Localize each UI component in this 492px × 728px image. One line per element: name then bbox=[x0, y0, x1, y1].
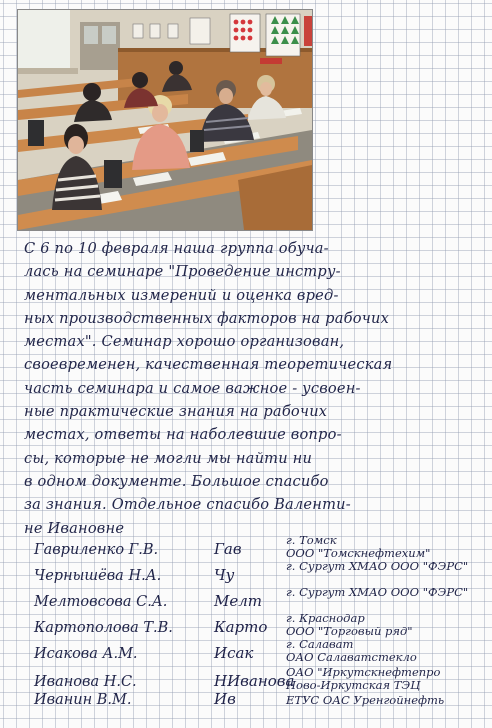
signature: Исак bbox=[214, 644, 254, 662]
signer-organization: г. Краснодар ООО "Торговый ряд" bbox=[286, 611, 413, 638]
feedback-text bbox=[24, 237, 479, 540]
signer-organization: ОАО "Иркутскнефтепро Ново-Иркутская ТЭЦ bbox=[286, 665, 441, 692]
feedback-line: часть семинара и самое важное - усвоен- bbox=[24, 379, 361, 397]
feedback-line: в одном документе. Большое спасибо bbox=[24, 472, 329, 490]
feedback-line: за знания. Отдельное спасибо Валенти- bbox=[24, 496, 351, 514]
signer-row bbox=[24, 686, 484, 716]
signer-name: Мелтовсова С.А. bbox=[34, 594, 168, 610]
feedback-line: местах". Семинар хорошо организован, bbox=[24, 333, 345, 351]
signer-organization: г. Томск ООО "Томскнефтехим" bbox=[286, 533, 431, 560]
feedback-line: лась на семинаре "Проведение инстру- bbox=[24, 263, 341, 281]
feedback-line: С 6 по 10 февраля наша группа обуча- bbox=[24, 240, 329, 257]
seminar-photo bbox=[18, 10, 312, 230]
feedback-line: ментальных измерений и оценка вред- bbox=[24, 286, 339, 304]
signature: Ив bbox=[214, 690, 236, 708]
signature: Чу bbox=[214, 566, 235, 584]
signer-organization: г. Сургут ХМАО ООО "ФЭРС" bbox=[286, 585, 469, 599]
feedback-line: сы, которые не могли мы найти ни bbox=[24, 449, 313, 467]
signer-name: Гавриленко Г.В. bbox=[34, 542, 159, 558]
signer-organization: г. Салават ОАО Салаватстекло bbox=[286, 637, 417, 664]
signer-name: Чернышёва Н.А. bbox=[34, 568, 162, 584]
signer-name: Иванин В.М. bbox=[34, 692, 132, 708]
feedback-line: местах, ответы на наболевшие вопро- bbox=[24, 426, 342, 444]
signer-name: Картополова Т.В. bbox=[34, 620, 173, 636]
signer-organization: г. Сургут ХМАО ООО "ФЭРС" bbox=[286, 559, 469, 573]
feedback-line: не Ивановне bbox=[24, 519, 125, 537]
feedback-line: ные практические знания на рабочих bbox=[24, 403, 328, 421]
signer-name: Исакова А.М. bbox=[34, 646, 138, 662]
signer-name: Иванова Н.С. bbox=[34, 674, 137, 690]
signature: Гав bbox=[214, 540, 242, 558]
feedback-line: ных производственных факторов на рабочих bbox=[24, 309, 390, 327]
classroom-illustration bbox=[18, 10, 312, 230]
signature: НИванова bbox=[214, 672, 295, 690]
signature: Карто bbox=[214, 618, 268, 636]
signature: Мелт bbox=[214, 592, 263, 610]
signer-organization: ЕТУС ОАС Уренгойнефть bbox=[286, 693, 445, 707]
feedback-line: своевременен, качественная теоретическая bbox=[24, 356, 393, 374]
signatures-list bbox=[24, 530, 484, 720]
